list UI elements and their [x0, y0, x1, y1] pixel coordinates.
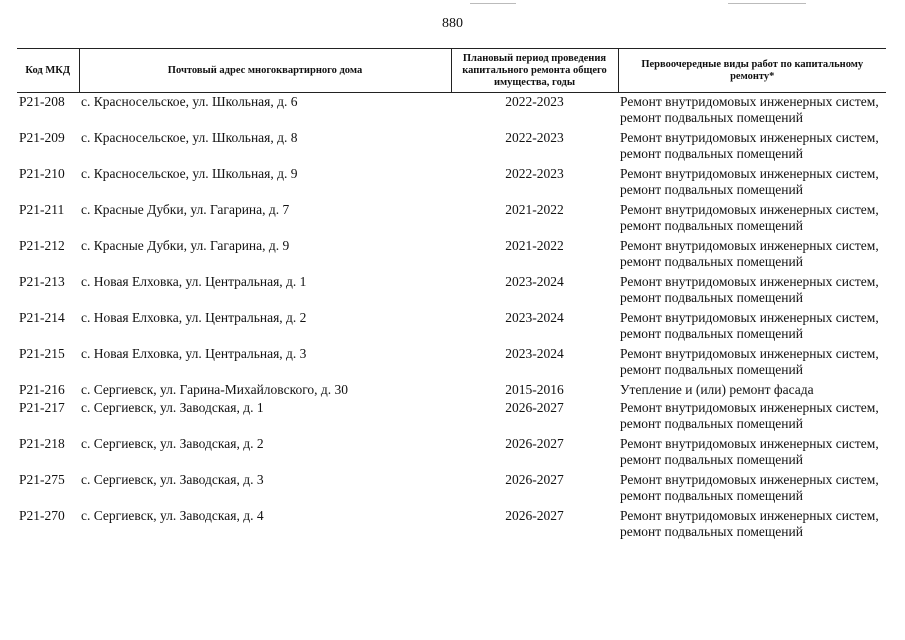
cell-period: 2022-2023 — [505, 130, 564, 145]
table-row — [17, 471, 886, 507]
cell-code: Р21-210 — [19, 166, 65, 181]
table-row — [17, 273, 886, 309]
cell-address: с. Новая Елховка, ул. Центральная, д. 3 — [81, 346, 307, 361]
cell-period: 2022-2023 — [505, 166, 564, 181]
table-row — [17, 165, 886, 201]
cell-code: Р21-214 — [19, 310, 65, 325]
cell-works: Ремонт внутридомовых инженерных систем, ремонт подвальных помещений — [620, 238, 879, 269]
cell-works: Ремонт внутридомовых инженерных систем, ремонт подвальных помещений — [620, 346, 879, 377]
cell-address: с. Сергиевск, ул. Заводская, д. 1 — [81, 400, 264, 415]
cell-works: Ремонт внутридомовых инженерных систем, ремонт подвальных помещений — [620, 400, 879, 431]
cell-period: 2026-2027 — [505, 472, 564, 487]
cell-address: с. Новая Елховка, ул. Центральная, д. 1 — [81, 274, 307, 289]
table-row — [17, 399, 886, 435]
table-header-row — [17, 49, 886, 93]
table-row — [17, 129, 886, 165]
cell-code: Р21-270 — [19, 508, 65, 523]
table-row — [17, 435, 886, 471]
cell-works: Ремонт внутридомовых инженерных систем, ремонт подвальных помещений — [620, 508, 879, 539]
cell-address: с. Красносельское, ул. Школьная, д. 8 — [81, 130, 298, 145]
cell-period: 2026-2027 — [505, 508, 564, 523]
cell-address: с. Сергиевск, ул. Заводская, д. 3 — [81, 472, 264, 487]
header-period: Плановый период проведения капитального ремонта общего имущества, годы — [451, 49, 618, 93]
cell-period: 2026-2027 — [505, 436, 564, 451]
cell-period: 2023-2024 — [505, 346, 564, 361]
header-code: Код МКД — [17, 49, 79, 93]
cell-works: Ремонт внутридомовых инженерных систем, ремонт подвальных помещений — [620, 274, 879, 305]
cell-address: с. Новая Елховка, ул. Центральная, д. 2 — [81, 310, 307, 325]
cell-works: Ремонт внутридомовых инженерных систем, ремонт подвальных помещений — [620, 436, 879, 467]
cell-code: Р21-213 — [19, 274, 65, 289]
table-row — [17, 201, 886, 237]
cell-code: Р21-218 — [19, 436, 65, 451]
cell-address: с. Сергиевск, ул. Гарина-Михайловского, д. 30 — [81, 382, 349, 397]
scan-artifact-left — [470, 3, 516, 4]
cell-period: 2021-2022 — [505, 202, 564, 217]
cell-works: Ремонт внутридомовых инженерных систем, ремонт подвальных помещений — [620, 310, 879, 341]
cell-code: Р21-275 — [19, 472, 65, 487]
cell-address: с. Сергиевск, ул. Заводская, д. 4 — [81, 508, 264, 523]
cell-code: Р21-217 — [19, 400, 65, 415]
scan-artifact-right — [728, 3, 806, 4]
cell-code: Р21-212 — [19, 238, 65, 253]
cell-works: Ремонт внутридомовых инженерных систем, ремонт подвальных помещений — [620, 130, 879, 161]
table-row — [17, 507, 886, 543]
cell-period: 2026-2027 — [505, 400, 564, 415]
cell-code: Р21-215 — [19, 346, 65, 361]
cell-period: 2022-2023 — [505, 94, 564, 109]
cell-address: с. Красносельское, ул. Школьная, д. 9 — [81, 166, 298, 181]
cell-works: Ремонт внутридомовых инженерных систем, ремонт подвальных помещений — [620, 94, 879, 125]
cell-period: 2015-2016 — [505, 382, 564, 397]
header-works: Первоочередные виды работ по капитальному ремонту* — [618, 49, 886, 93]
cell-address: с. Сергиевск, ул. Заводская, д. 2 — [81, 436, 264, 451]
cell-code: Р21-208 — [19, 94, 65, 109]
cell-works: Ремонт внутридомовых инженерных систем, ремонт подвальных помещений — [620, 202, 879, 233]
cell-works: Ремонт внутридомовых инженерных систем, ремонт подвальных помещений — [620, 166, 879, 197]
table-row — [17, 345, 886, 381]
capital-repair-table — [17, 48, 886, 543]
cell-code: Р21-216 — [19, 382, 65, 397]
cell-code: Р21-209 — [19, 130, 65, 145]
table-row — [17, 93, 886, 130]
table-row — [17, 381, 886, 399]
cell-period: 2023-2024 — [505, 310, 564, 325]
cell-code: Р21-211 — [19, 202, 65, 217]
cell-address: с. Красные Дубки, ул. Гагарина, д. 7 — [81, 202, 290, 217]
cell-works: Утепление и (или) ремонт фасада — [620, 382, 814, 397]
cell-address: с. Красные Дубки, ул. Гагарина, д. 9 — [81, 238, 290, 253]
table-row — [17, 309, 886, 345]
table-row — [17, 237, 886, 273]
header-address: Почтовый адрес многоквартирного дома — [79, 49, 451, 93]
cell-works: Ремонт внутридомовых инженерных систем, ремонт подвальных помещений — [620, 472, 879, 503]
page-number: 880 — [442, 16, 463, 31]
cell-address: с. Красносельское, ул. Школьная, д. 6 — [81, 94, 298, 109]
cell-period: 2023-2024 — [505, 274, 564, 289]
cell-period: 2021-2022 — [505, 238, 564, 253]
